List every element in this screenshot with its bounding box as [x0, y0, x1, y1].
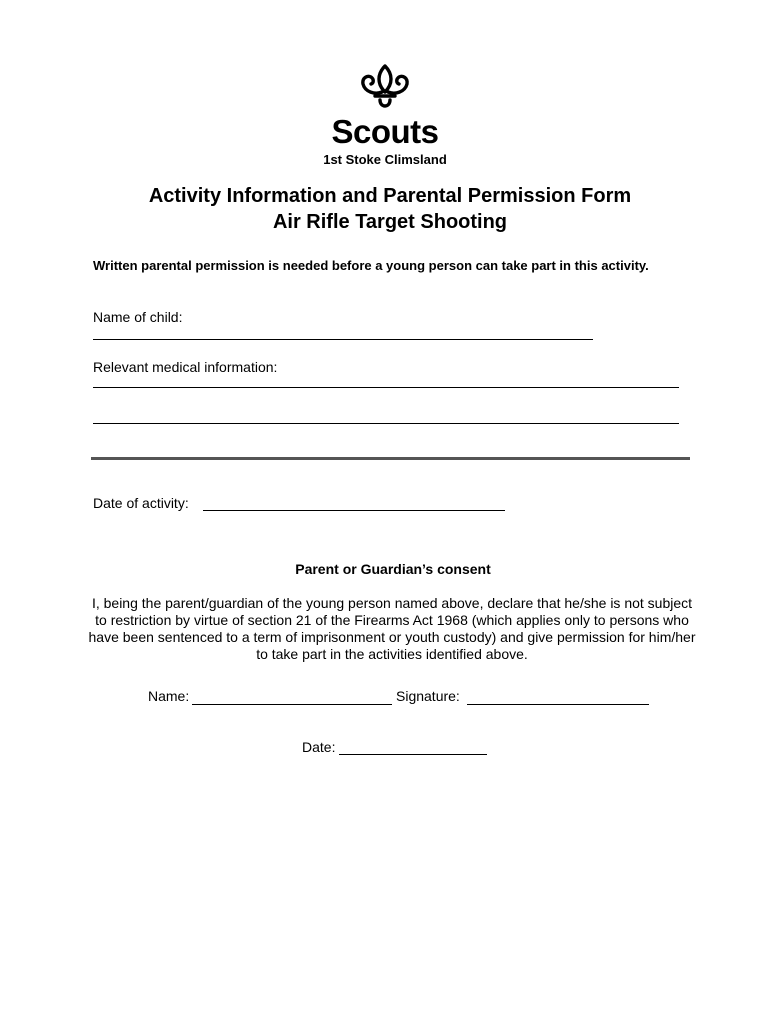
consent-date-field[interactable]: [339, 754, 487, 755]
group-name: 1st Stoke Climsland: [323, 152, 447, 167]
consent-date-label: Date:: [302, 739, 336, 755]
signature-field[interactable]: [467, 704, 649, 705]
medical-info-label: Relevant medical information:: [93, 359, 278, 375]
consent-heading: Parent or Guardian’s consent: [295, 561, 491, 577]
date-of-activity-field[interactable]: [203, 510, 505, 511]
brand-wordmark: Scouts: [331, 113, 439, 150]
medical-info-field-line-2[interactable]: [93, 423, 679, 424]
page-title: [0, 183, 770, 235]
medical-info-field-line-1[interactable]: [93, 387, 679, 388]
title-line-1: Activity Information and Parental Permission Form: [148, 185, 632, 207]
permission-notice: Written parental permission is needed before a young person can take part in this activity.: [93, 258, 649, 273]
date-of-activity-label: Date of activity:: [93, 495, 189, 511]
guardian-name-field[interactable]: [192, 704, 392, 705]
signature-label: Signature:: [396, 688, 460, 704]
scouts-logo: [0, 62, 770, 168]
guardian-name-label: Name:: [148, 688, 190, 704]
fleur-de-lis-icon: [355, 62, 415, 114]
child-name-field[interactable]: [93, 339, 593, 340]
title-line-2: Air Rifle Target Shooting: [272, 211, 508, 233]
consent-statement: I, being the parent/guardian of the young person named above, declare that he/she is not subject to restriction by virtue of section 21 of the Firearms Act 1968 (which applies only to persons who have been sentenced to a term of imprisonment or youth custody) and give permission for him/her to take part in the activities identified above.: [88, 595, 696, 662]
section-divider: [91, 457, 690, 460]
child-name-label: Name of child:: [93, 309, 183, 325]
